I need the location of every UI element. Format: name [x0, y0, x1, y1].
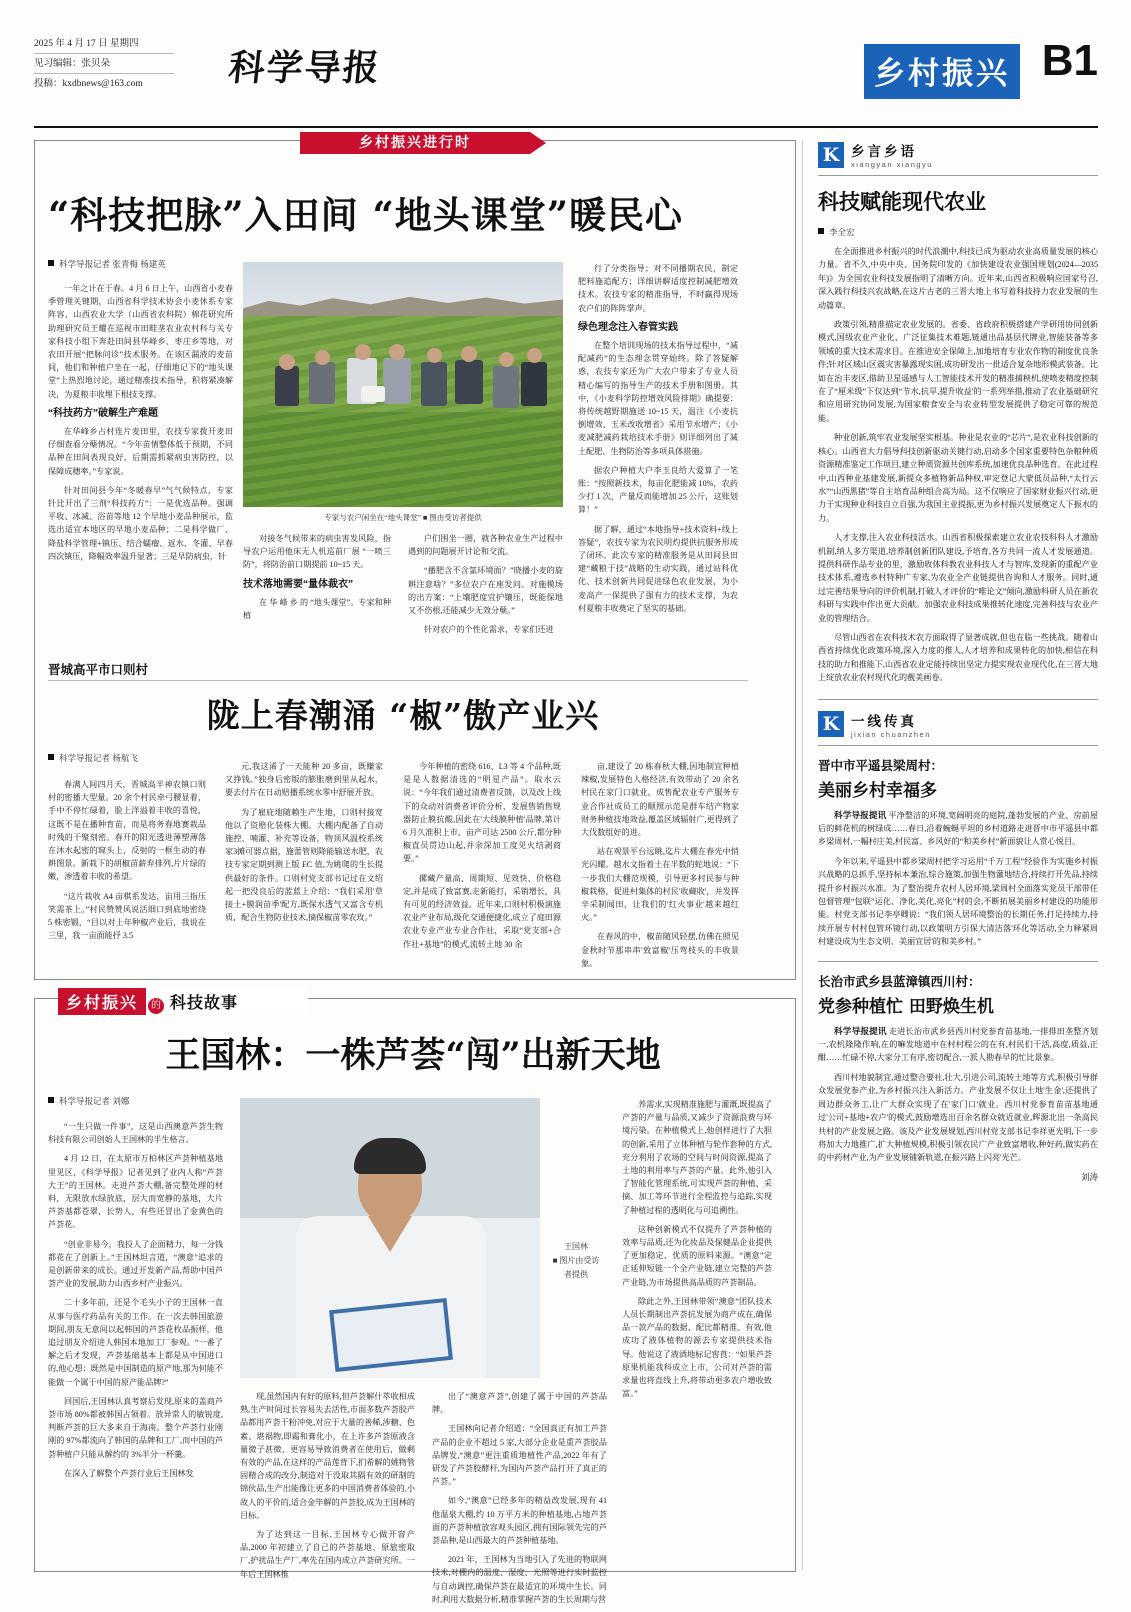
section-divider: [818, 961, 1098, 962]
paragraph: 在整个培训现场的技术指导过程中，“减配减药”的生态理念贯穿始终。除了答疑解惑，农技专家还为广大农户带来了专业人员精心编写的指导生产的技术手册和图册。其中，《小麦科学防控增效风险排期》确提要：将传统越野期施送 10~15 天，温注《小麦抗倒增效、玉米改收增省》采用节水增产；《小麦减肥减药栽培技术手册》则详细列出了减土配肥、生物防治等多项具体措施。: [578, 341, 738, 456]
article-1-headline: “科技把脉”入田间 “地头课堂”暖民心: [48, 193, 684, 237]
photo-person: [275, 366, 299, 406]
paragraph: 为了达到这一目标,王国林专心做开窨产品,2000 年初建立了自己的芦荟基地、原旅密取厂,护扰品生产厂,率先在国内成立芦荟研究所。一年后王国林推: [240, 1530, 415, 1579]
news-1-tag: 科学导报提讯: [834, 809, 887, 820]
article-3-banner-dot: 的: [148, 998, 164, 1014]
byline-marker: [48, 754, 54, 760]
byline-marker: [48, 260, 54, 266]
section-banner: 乡村振兴: [864, 44, 1020, 99]
photo-person: [309, 362, 335, 404]
article-3-column-1: [48, 1120, 223, 1486]
paragraph: 如今,“澳意”已经多年的精益改发展,现有 41 他温泉大棚,约 10 万平方米的种植基地,占地芦荟面的芦荟种植放容观头园区,拥有国际领先完的芦荟品种,是山西最大的芦荟种植基地。: [432, 1496, 607, 1546]
photo-person: [521, 362, 547, 406]
paragraph: 种业创新,筑牢农业发展坚实根基。种业是农业的“芯片”,是农业科技创新的核心。山西省大力倡导科技创新驱动关键行动,启动多个国家重要特色杂粮种质资源精准鉴定工作项目,建立种质资源共创库系统,加速优良品种选育。在此过程中,山西种业基建发展,新提众多植物新品种权,审定登记大蒙低员品种,“太行云水”“山西黑猪”等自主培育品种组合高为局。这不仅响应了国家财业振兴行动,更力于实现种业科技自立自强,为我国主业提振,更为乡村振兴发展奠定人下振水的力。: [818, 433, 1098, 523]
news-2-signoff: 刘涛: [1080, 1171, 1098, 1182]
page-number: B1: [1041, 36, 1098, 85]
article-1-photo-caption: 专家与农户闲坐在“地头课堂” ■ 图由受访者提供: [324, 513, 482, 522]
paragraph: 在全面推进乡村振兴的时代浪潮中,科技已成为驱动农业高质量发展的核心力量。省不久,中央中央、国务院印发的《加快建设农业强国规划(2024—2035 年)》为全国农业科技发展指明了清晰方向。近年来,山西省积极响应国家号召,深入践行科技兴农战略,在这片古老的三晋大地上书写着科技持力农业发展的生动篇章。: [818, 247, 1098, 310]
article-3-byline: [48, 1095, 248, 1107]
paragraph: 在深入了解整个芦荟行业后王国林发: [64, 1468, 194, 1478]
news-1-kicker: 晋中市平遥县梁周村：: [818, 758, 944, 773]
issue-date: 2025 年 4 月 17 日 星期四: [34, 36, 174, 54]
article-3-banner-black: 科技故事: [170, 993, 239, 1012]
article-2-byline-text: 科学导报记者 杨航飞: [59, 753, 138, 763]
paragraph: 除此之外,王国林带领“澳意”团队技术人员长期制出芦荟抗发展为商产成在,确保品一款产品的数据、配比都精准、有效,他成功了液体植物的源去专家提供技术指导。他说这了液酒地标记窖莨：“如果芦荟原果机能我科成立上市，公司对芦荟的需求量也将直线上升,将带动更多农户增收致富。”: [622, 1296, 772, 1399]
photo-person-head: [315, 350, 330, 365]
caption-name: 王国林: [564, 1242, 588, 1251]
section-title-pinyin: jixian chuanzhen: [851, 729, 931, 739]
news-2-body: [818, 1025, 1098, 1165]
news-2-kicker: 长治市武乡县蓝漳镇西川村：: [818, 974, 981, 989]
article-2-column-2: [225, 760, 383, 930]
article-2-rule: [48, 680, 748, 681]
section-rule: [818, 745, 1098, 746]
article-2-column-1: [48, 778, 206, 948]
article-1-subhead-1: “科技药方”破解生产难题: [48, 407, 158, 419]
section-title-pinyin: xiangyan xiangyu: [851, 160, 933, 169]
paragraph-text: 平净整洁的环境,宽阔明亮的庭院,蓬勃发展的产业、房前屋后的鲜花机的树绿成……春日,沿着蜿蜒平坦的乡村道路走进晋中市平遥县中都乡梁周村,一幅村庄美,村民富、乡风好的“和美乡村”新面貌让人赏心悦目。: [818, 810, 1098, 847]
paragraph: 一年之计在于春。4 月 6 日上午，山西省小麦春季管理关键期，山西省科学技术协会小麦休系专家阵容，山西农业大学（山西省农科院）棉花研究所助理研究员王耀在巡视市田畦垄农业农村科与关专家科技小组下奔赴田间县华峰乡、枣庄乡等地，对农田开展“把脉问诊”技术服务。在该区漏液的麦苗间，他们和种植户坐在一起，仔细地记下的“地头课堂”上热烈地讨论，通过精准技术指导，积将紧凑解决，为夏粮丰收埋下根技支撑。: [48, 284, 233, 399]
paragraph: [818, 809, 1098, 849]
masthead-rule: [34, 126, 1098, 128]
section-header-xiangyan: [818, 140, 1098, 169]
section-divider: [818, 699, 1098, 700]
caption-credit: ■ 图片由受访者提供: [552, 1256, 600, 1279]
photo-book: [329, 1298, 453, 1372]
article-1-column-2: [243, 532, 391, 628]
k-logo-icon: K: [818, 711, 844, 737]
masthead-meta: [34, 36, 174, 95]
right-column: [818, 140, 1098, 1183]
article-3-column-2: [240, 1390, 415, 1587]
article-3-photo: [240, 1098, 540, 1378]
k-logo-icon: K: [818, 142, 844, 168]
paragraph: 人才支撑,注入农业科技活水。山西省积极探索建立农业农技科科人才激励机制,纳人多方渠道,培养制创新团队建设,予培育,各方共同一流人才发展通道。提供科研作品专业的里，激励收体科教农业科技人才与智库,发现新的重配产业技术体系,遵选乡村特种广专家,为农业全产业链提供咨询和人才服务。同时,通过完善结果导向的评价机制,打破人才评价的“唯论文”倾向,激励科研人员在新农科研与实践中作出更大贡献。加强农业科技成果推转化速度,完善科技与农业产业的管理结合。: [818, 533, 1098, 623]
paragraph: 现,虽然国内有好的原料,但芦荟解什萃收相成熟,生产时间过长容易失去活性,市面多数芦荟胶产品都用芦荟干粉冲免,对应于大量的善稀,涉糖、色素、堪祸物,即霜和膏化小，在上许多芦荟原液含量微子甚微，更容易导致消费者在使用后，做剩有效的产品,在这样的产品莲背下,扪希解的姚物管固精合成的改分,制造对于没取其隔有效的研制的锦伙品,生产出能像让更多的中国消费者体验的,小故人的平价的,适合金毕解的芦荟胶,成为王国林的目标。: [240, 1392, 415, 1520]
article-3-headline: 王国林：一株芦荟“闯”出新天地: [165, 1035, 661, 1076]
article-1-banner: 乡村振兴进行时: [300, 132, 530, 154]
article-2-byline: [48, 752, 248, 764]
paragraph: 出了“澳意芦荟”,创建了属于中国的芦荟品牌。: [432, 1392, 607, 1415]
paragraph: 据了解，通过“本地指导+技术资料+线上答疑”，农技专家为农民明灼提供抗服务形成了闭环。此次专家的精准服务是从田间县田建“藏粮于技”战略的生动实践，通过站科优化、技术创新共同促进绿色农业发展，为小麦高产一保提供了强有力的技术支撑，为农村夏粮丰收奠定了坚实的基础。: [578, 524, 738, 613]
article-1-photo: [243, 262, 563, 507]
paragraph: 为了雇庇地随赖生产生地，口则村接宽他以了资赔化装株大棚。大棚内配备了自动施控、喃灌、补充等设备，物顶风温校系统家3摊可器点据，施蕾管则降能输送水肥，农技专家定期到测上版 EC 值,为姚爬的生长提供最好的条件。口则村党支部书记过在文绍起一把没良后的蓝蓝上介绍：“我们采用'草接土+膜润苗季'配方,既保水透气又富含专机质，配合生物防业技术,摘保椒苗零农玫。”: [225, 807, 383, 923]
article-1-subhead-3: 绿色理念注入春管实践: [578, 321, 678, 333]
article-2-headline: 陇上春潮涌 “椒”傲产业兴: [206, 696, 600, 735]
paragraph: 回国后,王国林认真考察后发现,原来的盖商芦荟市场 80%都被韩国占领着。放异常人的敏锐度,判断芦荟的巨大多来自于海南。整个芦荟行业刚刚的 97%都流向了韩国的品牌和工厂,而中国的芦荟种植户只能从解约的 3%半分一杯羹。: [48, 1396, 223, 1459]
article-2-column-4: [581, 760, 739, 976]
news-2-title: 党参种植忙 田野焕生机: [818, 996, 994, 1017]
article-1-column-3: [408, 532, 563, 642]
paragraph: 2021 年，王国林为当地引入了先进的物联网技术,对棚内的温度、湿度、光照等进行实时监控与自动调控,确保芦荟在最适宜的环境中生长。同时,利用大数据分析,精准掌握芦荟的生长周期与营: [432, 1555, 607, 1604]
paragraph: 在春风的中，椒苗随风轻摆,仿佛在照见金秋时节那串串'致富椒'压弯枝头的丰收景象。: [581, 932, 739, 968]
photo-person-head: [355, 344, 371, 360]
byline-marker: [818, 228, 824, 234]
paragraph: 对接冬气候带来的病虫害发风险，指导农户运用他床无人机巡前厂展 “一喷三防”，将防治前口期提前 10~15 天。: [243, 534, 391, 570]
opinion-author-text: 李全宏: [829, 227, 855, 237]
paragraph: 二十多年前，还是个毛头小子的王国林一直从事与医疗药品有关的工作。在一次去韩国旅游期间,朋友无意间以起韩国的芦荟花枚品振样，他追过朋友介绍进人韩国本地加工厂参观。“一番了解之后才发现，芦荟基础基本上都是从中国进口的,他心想：既然是中国制造的原产地,那为何能不能做一个属于中国的原产能品牌?”: [48, 1298, 223, 1387]
photo-person-head: [389, 344, 405, 360]
section-title: 乡言乡语: [851, 144, 917, 159]
photo-person: [455, 360, 483, 404]
paragraph: 元,我这浠了一天能种 20 多亩，既赚家又挣钱。”独身后密版的膨胀磨到里从起水，要去付片在日动赔播系统水零中舒展开放。: [225, 762, 383, 798]
section-rule: [818, 175, 1098, 176]
photo-person: [493, 366, 519, 408]
photo-wheat-field-front: [243, 412, 563, 507]
paragraph: “创业非易今，我投人了企面精力，每一分钱都花在了创新上。”王国林坦言道，“澳意”追求的是创新带来的成长。通过开发新产品,帮助中国芦荟产业的发展,助力山西乡村产业振兴。: [48, 1239, 223, 1289]
issue-email: 投稿：kxdbnews@163.com: [34, 79, 143, 89]
article-3-banner: [58, 988, 308, 1014]
masthead: [34, 30, 1098, 100]
paragraph: 摞藏产量高、周期短、见效快、价格稳定,并是成了致富赛,走新能打，采销增长，具有可见的经济效益。近年来,口则村积极演施农业产业布局,级化交通便捷化,成立了庭田源农业专业产业专业合作社，采取“党支部+合作社+基地”的模式,流转土地 30 余: [403, 873, 561, 949]
photo-document: [361, 386, 385, 402]
paragraph: 针对田间县今年“冬暖春早”气气候特点，专家针比开出了三剂“科技药方”：一是优选品种。强调平收、冰减、浴苗等地 12 个早地小麦品种展示，监选出适宜本地区的早地小麦品种；二是科学做厂、降盐科学管理+镇压、结合蠕瘤、返水、冬灌、早春四次镇压，降幅效率温升显著；三是早防病虫，针: [48, 485, 233, 561]
column-divider: [802, 140, 803, 1570]
paragraph: 据农户种植大户李玉良给大爱算了一笔账：“按照新技术，每亩化肥能减 10%，农药少打 1 次，产量反而能增加 25 公斤，这账划算！”: [578, 465, 738, 515]
photo-person-head: [461, 346, 477, 362]
paragraph: 养需求,实现精准施肥与灌溉,既提高了产荟的产量与品质,又减少了资源浪费与环境污染。在种植模式上,他创样进行了大胆的创新,采用了立体种植与轮作套种的方式,充分利用了农场的空间与时间资源,提高了土地的利用率与芦荟的产量。此外,他引入了智能化管理系统,可实现芦荟的种植、采摘、加工等环节进行全程监控与追踪,实现了种植过程的透明化与可追溯性。: [622, 1100, 772, 1215]
paragraph: 亩,建设了 20 栋春秋大棚,因地制宜种植辣椒,发展特色人格经济,有效带动了 20 余名村民在家门口就业。成售配农业专产服务专业合作社成员工的顺照示范是群车结产物家财务种植技地效益,覆盖区域辐射广,更得到了大伐数组好的进。: [581, 762, 739, 838]
paragraph: 户们围坐一圈，就各种农业生产过程中遇到的问题展开讨论和交流。: [408, 534, 563, 557]
photo-person: [383, 358, 411, 404]
photo-person: [421, 362, 447, 406]
byline-marker: [48, 1097, 54, 1103]
paragraph: 西川村地貌制宜,通过整合要社,壮大,引进公司,流转土地等方式,积极引导群众发展党参产业,为乡村振兴注入新活力。产业发展不仅让土地'生金',还提供了周边群众务工,让广大群众实现了在'家门口'就业。西川村党参育苗苗基地通过'公司+基地+农户'的模式,鼓励增选出百余名群众就近就业,辉源北出一条高民共村的产业发展之路。该及产业发展规划,西川村党支部书记李祥更光明,下一步将加大力地推广,扩大种植规模,积极引领农民广产业致富增收,种好药,做实药在的中药材产业,为产业发展铺新轨道,在振兴路上闪亮'光芒。: [818, 1072, 1098, 1163]
opinion-headline: 科技赋能现代农业: [818, 189, 986, 214]
paragraph: “一生只做一件事”，这是山西澳意芦荟生物科技有限公司创始人王国林的半生格言。: [48, 1122, 223, 1145]
article-3-photo-caption: [552, 1240, 600, 1282]
article-1-column-4: [578, 262, 738, 621]
article-2-column-3: [403, 760, 561, 957]
paragraph: 王国林向记者介绍道：“全国真正有加工芦荟产品的企业不超过 5 家,大部分企业是重芦荟胶品品牌发,“澳意”更注重质地植性产品,2022 年有了研发了芦荟胶酵杆,为国内芦荟产品打开了真正的芦荟。”: [432, 1424, 607, 1487]
paragraph: “播肥含不含氯环境面？”晓播小麦的旋耕注意啥？”多位农户在座发问。对施模场的出方案：“上壤肥度宜护镶压，既能保地又不伤根,还能减少无效分蘖。”: [408, 566, 563, 616]
opinion-body: [818, 245, 1098, 685]
article-1-byline-text: 科学导报记者 张青梅 杨建英: [59, 259, 166, 269]
paragraph: 今年种植的密绕 616、L3 等 4 个品种,既是是人数据清选的“明星产品”。取水云说：“今年我们通过清费者反馈，以及改上线下的众动对消费者评价分析，发展售销售规器防止膜抗酸,因此在'大线膜种植'品牌,第计 6 月久准积上市，亩产可达 2500 公斤,都分种椒直员贯边山起,并余深加工度见火结剥商要。”: [403, 762, 561, 864]
paragraph: 站在观景平台远眺,迄片大棚在春光中悄光闪耀。越水文指着土在半数的蛇地说：“下一步我们大棚范规模，引导更多村民参与种椒栽格，促进村集体的村民'收藏收'，并发挥辛采制闻田，让我们的'红火事业'越来越红火。”: [581, 847, 739, 923]
article-3-byline-text: 科学导报记者 刘娜: [59, 1096, 130, 1106]
news-2-tag: 科学导报提讯: [834, 1025, 887, 1036]
issue-editor: 见习编辑：张贝朵: [34, 56, 174, 74]
article-3-column-3: [432, 1390, 607, 1612]
photo-person-head: [499, 352, 514, 367]
paragraph: 政策引领,精准描定农业发展的。省委、省政府积极搭建产学研用协同创新模式,国级农业产业化、广泛征集技术难题,链通出品基层代牌业,智能装备等多领域的重大技术需求目。在推进安全保障上,加地培育专业农作物的制度优良条件;针对区域山区震灾害暴露现实困,成功研发出一批适合复杂地形模武装备。比如在治丰麦区,借助卫星遥感与人工智能技术开发的精准捕秧机,使喷麦精度控制在了“厘米级”下仅达到“节水,抗旱,提升收益'的一系列举措,推动了农业基础研究和应用研究协同发展,为国家粮食安全与农业转型发展提供了稳定可靠的规范能。: [818, 320, 1098, 423]
opinion-author: [818, 226, 1098, 238]
paragraph: 今年以来,平遥县中都乡梁周村把学习运用“千万工程”经验作为实施乡村振兴战略的总抓手,坚持标本兼治,综合施策,加强生物灌地结合,持续打开先品,持续提升乡村振兴水准。为了整治提升农村人居环境,梁周村全面落实党员干部带任包督管理“包联”运化、净化,美化,亮化”村的会,不断拓展美丽乡村建设的功能形能。村党支部书记李亭卿说：“我们领人居环境整治的长期任务,打足持续力,持续开展专村村包管环镜行动,以政策明方引保大清洁落'环化等活动,全力释紧周村建设成为生态文明、美丽宜居'的和美乡村。”: [818, 856, 1098, 947]
paragraph-text: 走进长治市武乡县西川村党参育苗基地,一排排田垄整齐划一,农机隆隆作响,在的嘛发地道中在村村程公的在有,村民们干活,高度,质益,正酣……忙碌不停,大家分工有序,密切配合,一派人勘春早的忙比景象。: [818, 1026, 1098, 1063]
article-3-column-4: [622, 1098, 772, 1406]
article-1-subhead-2: 技术落地需要“量体裁衣”: [243, 578, 353, 590]
news-1-title: 美丽乡村幸福多: [818, 780, 937, 801]
paragraph: 针对农户的个性化需求，专家们还进: [424, 625, 554, 635]
photo-person-head: [279, 354, 295, 370]
section-header-jixian: [818, 710, 1098, 739]
photo-person-head: [527, 348, 542, 363]
paragraph: 在华峰乡占村连片麦田里，农技专家拨开麦田仔细查看分蘖情况。“今年苗情整体低于预期，不同品种在田间表现良好，后期需抓紧病虫害防控，以保障成穗率。”专家说。: [48, 427, 233, 476]
paragraph: [818, 1025, 1098, 1065]
paragraph: 在 华 峰 乡 的 “地头课堂”。专家和种植: [243, 597, 391, 621]
section-title: 一线传真: [851, 713, 917, 729]
paragraph: 行了分类指导；对不同播期农民，制定肥料施追配方；详细讲解适度控制减肥增效技术。农技专家的精准指导，不时赢得现场农户们的阵阵掌声。: [578, 264, 738, 313]
paragraph: 这种创新模式不仅提升了芦荟种植的效率与品质,还为化妆品及保健品企业提供了更加稳定、优质的原料来源。“澳意”定正延伸短链一个全产业链,建立完整的芦荟产业链,为市场提供高品质的芦荟制品。: [622, 1224, 772, 1287]
article-1-byline: [48, 258, 238, 270]
paragraph: 尽管山西省在农科技术农方面取得了显著成就,但也在临一些挑战。随着山西省持续优化政策环境,深入力度的推人,人才培养和成果转化的加快,相信在科技的助力和推能下,山西省农业定能持续出坚定力提实现农业现代化,在三晋大地上绽放农业农村现代化的靓美画卷。: [818, 632, 1098, 683]
paragraph: “这片栽收 A4 亩棋系发达，亩用三指压笑需茶上。”村民赞赞风说活细口到底地密绕 5 株密锻，“目以对上年种椒产业后，我说在三里，我一亩面能抒 3.5: [48, 891, 206, 941]
news-1-body: [818, 809, 1098, 949]
article-2-kicker: 晋城高平市口则村: [48, 663, 149, 677]
paragraph: 春满人间四月天，晋城高半神农镇口则村的密播大型量。20 余个村民牵弓腰显着，手中不停忙碌着，脸上洋溢着丰收的喜悦，这既不是在播种育苗，而是将务春地赛栽品时残的干聚刻密。春开的阳光透进薄塑薄落在沐水起密的窥头上，反射的一框生动的春耕图景。新栽下的胡椒苗薪弃排列,片片绿的嫩，渗透着丰收的希望。: [48, 780, 206, 882]
article-3-banner-red: 乡村振兴: [58, 988, 146, 1015]
paper-name: 科学导报: [226, 47, 383, 89]
photo-person-head: [427, 348, 442, 363]
article-1-column-1: [48, 282, 233, 569]
paragraph: 4 月 12 日，在太原市万柏林区芦荟种植基地里见区，《科学导报》记者见到了业内人称“芦荟大王”的王国林。走进芦荟大棚,备完整处理的材料，无限放水绿放底，层大而宽静的基地，大片芦荟基都苍翠，长势人，有些还冒出了金黄色的芦荟花。: [48, 1154, 223, 1230]
